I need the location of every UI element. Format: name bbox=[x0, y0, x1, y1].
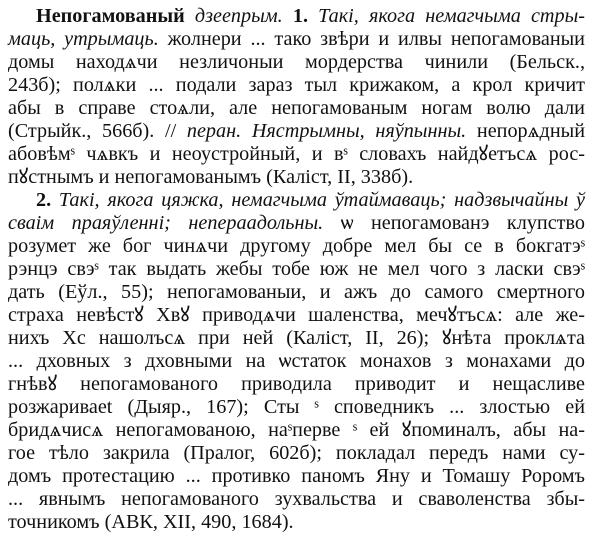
text-segment: дать (Еўл., 55); непогамованыи, и ажъ до самого смертного bbox=[8, 281, 585, 303]
text-line bbox=[8, 395, 585, 419]
text-line bbox=[8, 257, 585, 281]
text-segment: ѡ непогамованэ клупство bbox=[323, 212, 585, 234]
text-line bbox=[8, 349, 585, 373]
text-segment bbox=[185, 5, 195, 27]
text-segment: бридѧчисѧ непогамованою, наˢперве ˢ ей ꙋпоминалъ, абы на- bbox=[8, 419, 585, 441]
text-segment: точникомъ (АВК, XII, 490, 1684). bbox=[8, 511, 294, 533]
text-segment: абовѣмˢ чѧвкъ и неоустройный, и вˢ словахъ найдꙋетъсѧ рос- bbox=[8, 143, 585, 165]
text-line bbox=[36, 4, 585, 28]
text-segment: розумет же бог чинѧчи другому добре мел бы се в бокгатэˢ bbox=[8, 235, 585, 257]
headword: Непогамованый bbox=[36, 5, 185, 27]
text-segment: домъ протестацию ... противко паномъ Яну и Томашу Роромъ bbox=[8, 465, 585, 487]
text-segment: гое тѣло закрила (Пралог, 602б); покладал передъ нами су- bbox=[8, 442, 585, 464]
text-segment: домы находѧчи незличоныи мордерства чинили (Бельск., bbox=[8, 51, 585, 73]
text-line bbox=[8, 280, 585, 304]
text-line bbox=[8, 165, 585, 189]
text-line bbox=[8, 119, 585, 143]
text-line bbox=[8, 73, 585, 97]
text-line bbox=[8, 464, 585, 488]
text-segment: рэнцэ свэˢ так выдать жебы тобе юж не мел чого з ласки свэˢ bbox=[8, 258, 585, 280]
text-segment bbox=[283, 5, 293, 27]
text-line bbox=[8, 211, 585, 235]
text-segment: розжариваеt (Дыяр., 167); Сты ˢ споведникъ ... злостью ей bbox=[8, 396, 585, 418]
text-line bbox=[8, 27, 585, 51]
text-line bbox=[8, 234, 585, 258]
italic-text: Такі, якога немагчыма стры- bbox=[318, 5, 585, 27]
italic-text: перан. Нястрымны, няўпынны. bbox=[186, 120, 467, 142]
text-segment: ... дховных з дховными на ѡстаток монахов з монахами до bbox=[8, 350, 585, 372]
text-line bbox=[8, 487, 585, 511]
text-line bbox=[8, 372, 585, 396]
text-segment: (Стрыйк., 566б). // bbox=[8, 120, 187, 142]
text-line bbox=[8, 303, 585, 327]
text-segment: 243б); полѧки ... подали зараз тыл крижаком, а крол кричит bbox=[8, 74, 585, 96]
italic-text: Такі, якога цяжка, немагчыма ўтаймаваць; надзвычайны ў bbox=[58, 189, 585, 211]
sense-number: 1. bbox=[292, 5, 308, 27]
italic-text: дзеепрым. bbox=[194, 5, 283, 27]
text-segment: пꙋстнымъ и непогамованымъ (Каліст, II, 338б). bbox=[8, 166, 414, 188]
text-line bbox=[8, 510, 585, 534]
sense-number: 2. bbox=[36, 189, 52, 211]
text-line bbox=[8, 142, 585, 166]
text-line bbox=[8, 96, 585, 120]
text-line bbox=[36, 188, 585, 212]
text-segment: абы в справе стоѧли, але непогамованым ногам волю дали bbox=[8, 97, 585, 119]
text-line bbox=[8, 418, 585, 442]
text-segment: ... явнымъ непогамованого зухвальства и сваволенства збы- bbox=[8, 488, 585, 510]
text-line bbox=[8, 50, 585, 74]
text-segment: непорѧдный bbox=[466, 120, 585, 142]
text-segment: гнѣвꙋ непогамованого приводила приводит и нещасливе bbox=[8, 373, 585, 395]
text-segment: нихъ Хс нашолъсѧ при ней (Каліст, II, 26); ꙋнѣта проклѧта bbox=[8, 327, 585, 349]
text-line bbox=[8, 441, 585, 465]
text-segment bbox=[308, 5, 318, 27]
text-line bbox=[8, 326, 585, 350]
italic-text: сваім праяўленні; непераадольны. bbox=[8, 212, 324, 234]
text-segment: страха невѣстꙋ Хвꙋ приводѧчи шаленства, мечꙋтъсѧ: але же- bbox=[8, 304, 585, 326]
text-segment bbox=[51, 189, 59, 211]
italic-text: маць, утрымаць. bbox=[8, 28, 159, 50]
text-segment: жолнери ... тако звѣри и илвы непогамованыи bbox=[158, 28, 585, 50]
